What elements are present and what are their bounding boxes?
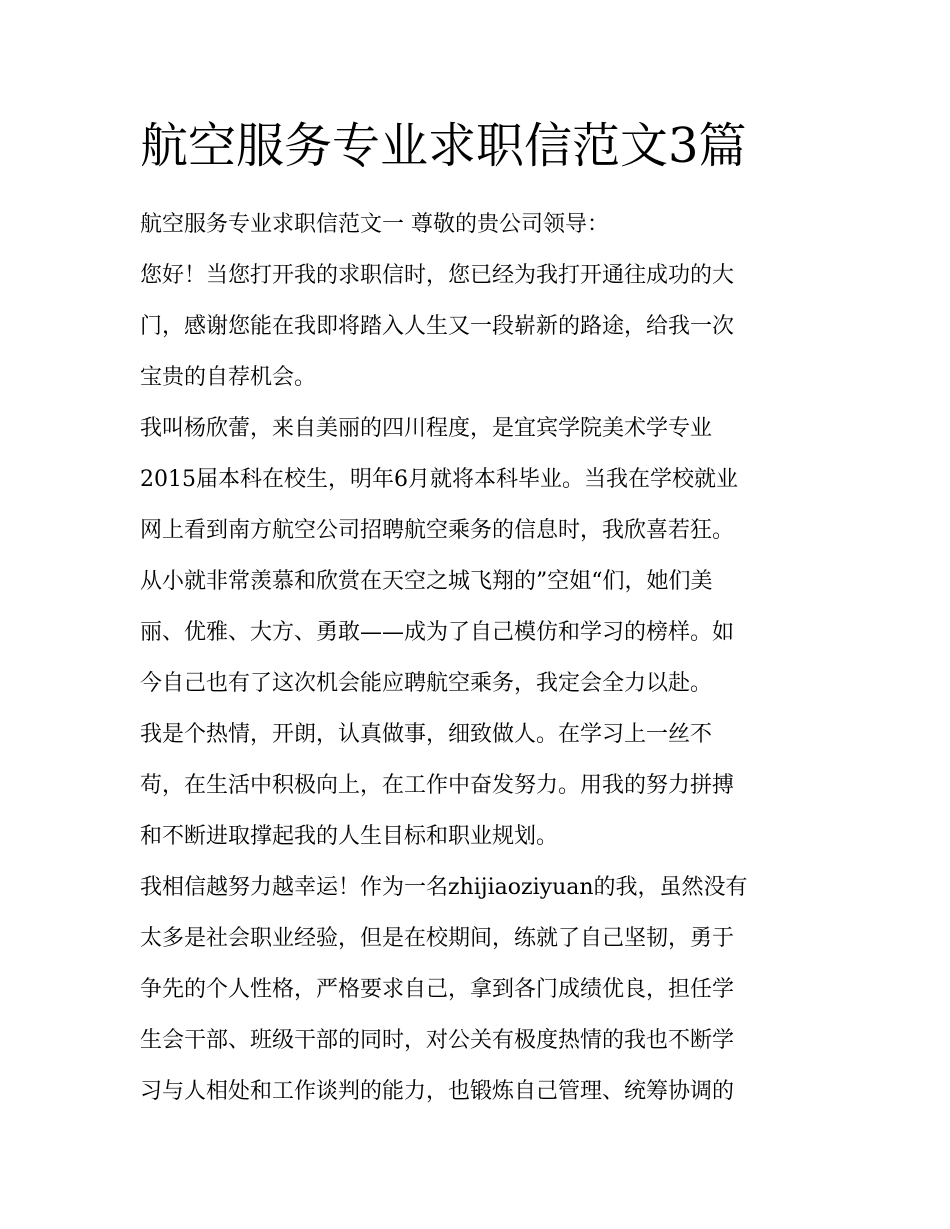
body-line: 和不断进取撑起我的人生目标和职业规划。 — [140, 824, 559, 849]
body-line: 网上看到南方航空公司招聘航空乘务的信息时，我欣喜若狂。 — [140, 518, 735, 543]
body-line: 从小就非常羡慕和欣赏在天空之城飞翔的”空姐“们，她们美 — [140, 569, 713, 594]
body-line: 习与人相处和工作谈判的能力，也锻炼自己管理、统筹协调的 — [140, 1079, 735, 1104]
body-line: 今自己也有了这次机会能应聘航空乘务，我定会全力以赴。 — [140, 671, 713, 696]
body-line: 我相信越努力越幸运！作为一名zhijiaoziyuan的我，虽然没有 — [140, 875, 748, 900]
body-line: 苟，在生活中积极向上，在工作中奋发努力。用我的努力拼搏 — [140, 773, 735, 798]
document-body — [140, 204, 815, 1122]
body-line: 生会干部、班级干部的同时，对公关有极度热情的我也不断学 — [140, 1028, 735, 1053]
body-line: 宝贵的自荐机会。 — [140, 365, 317, 390]
body-line: 您好！当您打开我的求职信时，您已经为我打开通往成功的大 — [140, 263, 735, 288]
body-line: 我叫杨欣蕾，来自美丽的四川程度，是宜宾学院美术学专业 — [140, 416, 713, 441]
body-line: 太多是社会职业经验，但是在校期间，练就了自己坚韧，勇于 — [140, 926, 735, 951]
body-line: 航空服务专业求职信范文一 尊敬的贵公司领导： — [140, 212, 609, 237]
body-line: 争先的个人性格，严格要求自己，拿到各门成绩优良，担任学 — [140, 977, 735, 1002]
body-line: 我是个热情，开朗，认真做事，细致做人。在学习上一丝不 — [140, 722, 713, 747]
body-line: 门，感谢您能在我即将踏入人生又一段崭新的路途，给我一次 — [140, 314, 735, 339]
document-title: 航空服务专业求职信范文3篇 — [140, 118, 747, 174]
body-line: 丽、优雅、大方、勇敢——成为了自己模仿和学习的榜样。如 — [140, 620, 735, 645]
body-line: 2015届本科在校生，明年6月就将本科毕业。当我在学校就业 — [140, 467, 738, 492]
